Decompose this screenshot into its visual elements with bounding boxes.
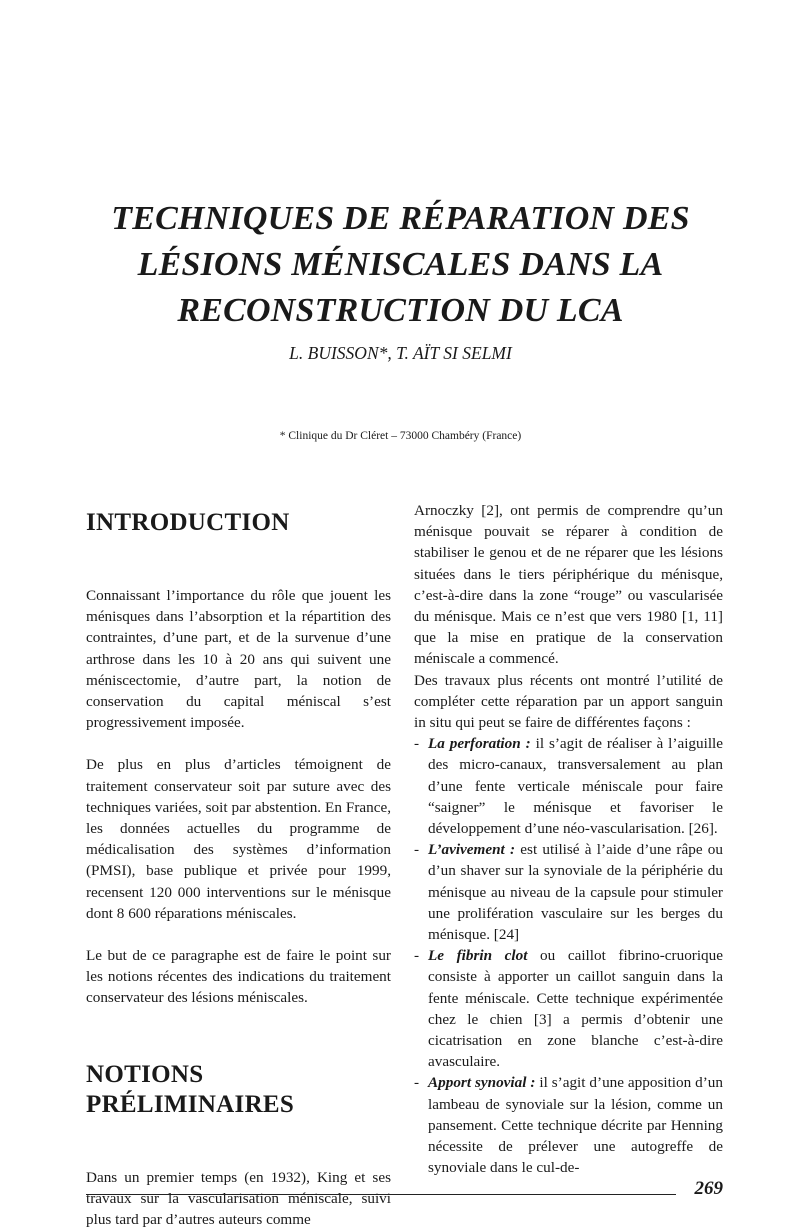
list-item [414,733,723,839]
list-item [414,945,723,1072]
list-dash: - [414,841,420,859]
intro-paragraph-3: Le but de ce paragraphe est de faire le point sur les notions récentes des indications du traitement conservateur des lésions méniscales. [86,947,391,1007]
authors: L. BUISSON*, T. AÏT SI SELMI [289,343,512,363]
preliminaires-paragraph-left: Dans un premier temps (en 1932), King et ses travaux sur la vascularisation méniscale, suivi plus tard par d’autres auteurs comme [86,1168,391,1229]
article-title [60,196,741,334]
intro-paragraph-2: De plus en plus d’articles témoignent de traitement conservateur soit par suture avec des techniques variées, soit par abstention. En France, les données actuelles du programme de médicalisation des systèmes d’information (PMSI), base publique et privée pour 1999, recensent 120 000 interventions sur le ménisque dont 8 600 réparations méniscales. [86,756,391,922]
left-column [86,500,391,1230]
list-term: L’avivement : [428,841,516,859]
title-line-1: TECHNIQUES DE RÉPARATION DES [111,200,690,237]
list-item [414,1072,723,1178]
list-text: ou caillot fibrino-cruorique consiste à apporter un caillot sanguin dans la fente méniscale. Cette technique expérimentée chez le chien [3] a permis d’obtenir une cicatrisation en zone blanche c’est-à-dire avasculaire. [428,947,723,1071]
list-text: est utilisé à l’aide d’une râpe ou d’un shaver sur la synoviale de la périphérie du ménisque au niveau de la capsule pour stimuler une prolifération vasculaire sur les berges du ménisque. [24] [428,841,723,944]
footer-rule [86,1194,676,1195]
list-item [414,839,723,945]
techniques-list [414,733,723,1178]
list-intro-paragraph: Des travaux plus récents ont montré l’utilité de compléter cette réparation par un apport sanguin in situ qui peut se faire de différentes façons : [414,671,723,732]
page-number: 269 [694,1178,723,1199]
title-line-2: LÉSIONS MÉNISCALES DANS LA [137,246,664,283]
preliminaires-paragraph-right: Arnoczky [2], ont permis de comprendre qu’un ménisque pouvait se réparer à condition de stabiliser le genou et de ne réparer que les lésions situées dans le tiers périphérique du ménisque, c’est-à-dire dans la zone “rouge” ou vascularisée du ménisque. Mais ce n’est que vers 1980 [1, 11] que la mise en pratique de la conservation méniscale a commencé. [414,502,723,668]
title-line-3: RECONSTRUCTION DU LCA [177,292,624,329]
list-text: il s’agit d’une apposition d’un lambeau de synoviale sur la lésion, comme un pansement. Cette technique décrite par Henning nécessite de prélever une autogreffe de synoviale dans le cul-de- [428,1074,723,1177]
list-dash: - [414,947,420,965]
heading-introduction: INTRODUCTION [86,509,290,536]
list-dash: - [414,1074,420,1092]
list-term: La perforation : [428,735,531,753]
affiliation: * Clinique du Dr Cléret – 73000 Chambéry (France) [279,430,522,442]
list-term: Apport synovial : [428,1074,536,1092]
list-term: Le fibrin clot [428,947,528,965]
right-column [414,500,723,1179]
list-text: il s’agit de réaliser à l’aiguille des micro-canaux, transversalement au plan d’une fente verticale méniscale pour faire “saigner” le ménisque et favoriser le développement d’une néo-vascularisation. [26]. [428,735,723,838]
list-dash: - [414,735,420,753]
intro-paragraph-1: Connaissant l’importance du rôle que jouent les ménisques dans l’absorption et la répartition des contraintes, d’une part, et de la survenue d’une arthrose dans les 10 à 20 ans qui suivent une méniscectomie, d’autre part, la notion de conservation du capital méniscal s’est progressivement imposée. [86,587,391,732]
heading-notions-preliminaires: NOTIONS PRÉLIMINAIRES [86,1060,295,1118]
